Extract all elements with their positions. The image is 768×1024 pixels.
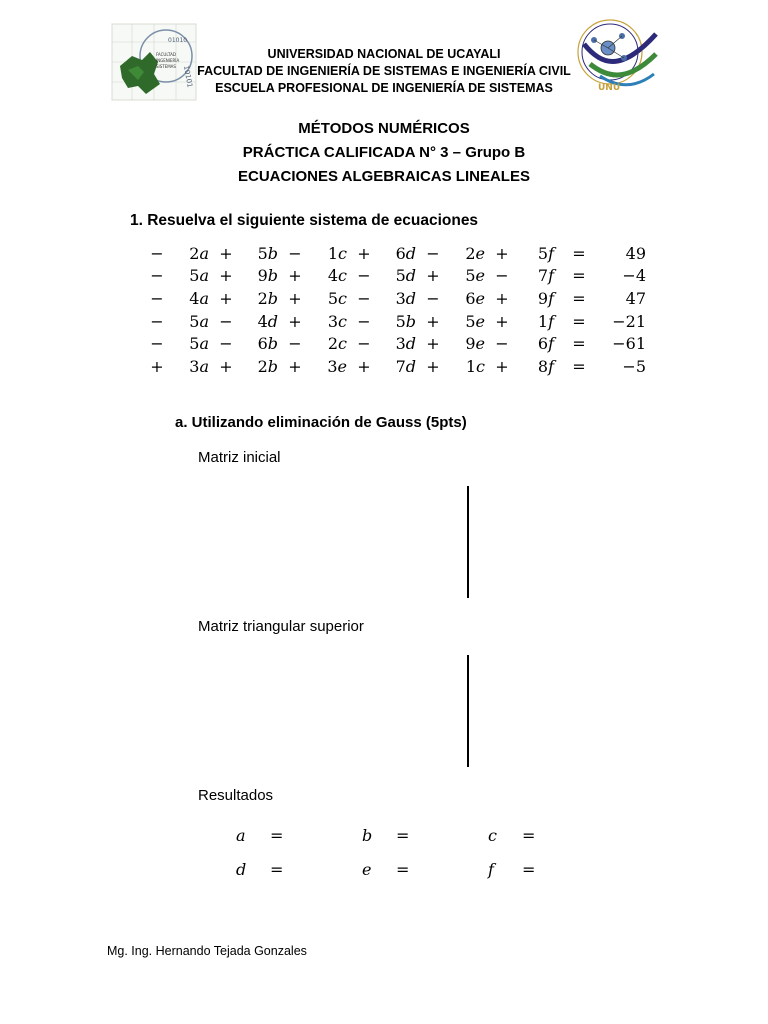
equals-sign: =	[572, 311, 586, 331]
question-1: 1. Resuelva el siguiente sistema de ecuaciones	[130, 212, 479, 229]
term	[243, 332, 278, 355]
term-sign: −	[495, 334, 509, 354]
term	[450, 310, 485, 333]
university-name: UNIVERSIDAD NACIONAL DE UCAYALI	[267, 47, 501, 61]
equation-row	[140, 287, 646, 310]
term	[174, 310, 209, 333]
term-sign: −	[219, 311, 233, 331]
term-coefficient: 6	[257, 334, 268, 354]
result-variable: e	[362, 859, 372, 879]
result-equals: =	[270, 859, 284, 879]
term	[450, 332, 485, 355]
term	[243, 310, 278, 333]
term-coefficient: 3	[189, 356, 200, 376]
term	[381, 242, 416, 265]
term-coefficient: 2	[257, 288, 268, 308]
term-variable: c	[338, 243, 347, 263]
term-variable: d	[405, 356, 416, 376]
term	[519, 287, 554, 310]
term	[174, 355, 209, 378]
equation-row	[140, 355, 646, 378]
course-title: MÉTODOS NUMÉRICOS	[298, 120, 470, 137]
right-hand-side: −61	[612, 334, 646, 354]
term-variable: c	[476, 356, 485, 376]
term-coefficient: 6	[465, 288, 476, 308]
equation-system	[140, 242, 646, 378]
term-sign: −	[150, 311, 164, 331]
term-coefficient: 5	[189, 334, 200, 354]
term-coefficient: 9	[465, 334, 476, 354]
term-sign: −	[150, 266, 164, 286]
term	[519, 242, 554, 265]
term	[381, 287, 416, 310]
term	[519, 332, 554, 355]
term-variable: a	[199, 288, 209, 308]
result-equals: =	[270, 825, 284, 845]
term-variable: c	[338, 288, 347, 308]
svg-text:UNU: UNU	[598, 83, 621, 93]
term	[519, 355, 554, 378]
equation-row	[140, 310, 646, 333]
faculty-name: FACULTAD DE INGENIERÍA DE SISTEMAS E INGENIERÍA CIVIL	[197, 64, 571, 78]
term	[450, 242, 485, 265]
document-titles	[0, 117, 768, 189]
term-coefficient: 5	[395, 311, 406, 331]
term-variable: d	[405, 334, 416, 354]
term-coefficient: 5	[189, 311, 200, 331]
term-sign: −	[150, 288, 164, 308]
term-variable: b	[405, 311, 416, 331]
term-coefficient: 1	[465, 356, 477, 376]
term-variable: d	[405, 266, 416, 286]
initial-matrix-label: Matriz inicial	[198, 449, 281, 466]
term-variable: e	[337, 356, 347, 376]
term-sign: +	[495, 356, 509, 376]
part-a-heading: a. Utilizando eliminación de Gauss (5pts)	[175, 414, 467, 431]
term	[174, 242, 209, 265]
term-coefficient: 8	[537, 356, 549, 376]
right-hand-side: −5	[622, 356, 646, 376]
term-variable: e	[475, 334, 485, 354]
term	[450, 287, 485, 310]
term-variable: b	[267, 334, 278, 354]
term-sign: +	[288, 288, 302, 308]
results-label: Resultados	[198, 787, 274, 804]
results-row	[236, 852, 614, 886]
term-variable: f	[548, 356, 554, 376]
term-coefficient: 3	[395, 334, 406, 354]
term	[381, 355, 416, 378]
term-sign: +	[288, 311, 302, 331]
result-equals: =	[396, 825, 410, 845]
term	[243, 265, 278, 288]
term-coefficient: 2	[189, 243, 200, 263]
result-equals: =	[522, 859, 536, 879]
augmented-matrix-divider	[467, 486, 469, 598]
term-sign: −	[288, 334, 302, 354]
term-sign: +	[357, 243, 371, 263]
author-footer: Mg. Ing. Hernando Tejada Gonzales	[107, 944, 307, 958]
term	[312, 332, 347, 355]
equals-sign: =	[572, 334, 586, 354]
term-coefficient: 5	[189, 266, 200, 286]
right-hand-side: 49	[625, 243, 646, 263]
right-hand-side: −4	[622, 266, 646, 286]
equals-sign: =	[572, 266, 586, 286]
svg-text:01010: 01010	[168, 37, 188, 44]
term	[243, 242, 278, 265]
term-sign: −	[150, 243, 164, 263]
term	[312, 310, 347, 333]
term	[312, 355, 347, 378]
term-sign: +	[426, 311, 440, 331]
term-coefficient: 3	[327, 356, 338, 376]
term	[243, 287, 278, 310]
results-row	[236, 818, 614, 852]
term-sign: +	[426, 356, 440, 376]
term-variable: f	[548, 288, 554, 308]
exam-title: PRÁCTICA CALIFICADA N° 3 – Grupo B	[242, 144, 526, 161]
term-sign: +	[288, 356, 302, 376]
equals-sign: =	[572, 356, 586, 376]
term	[381, 265, 416, 288]
term-sign: +	[357, 356, 371, 376]
term-variable: e	[475, 266, 485, 286]
term	[519, 265, 554, 288]
equation-row	[140, 332, 646, 355]
term-variable: d	[267, 311, 278, 331]
term-variable: d	[405, 243, 416, 263]
term	[381, 310, 416, 333]
result-variable: b	[362, 825, 373, 845]
term-sign: +	[495, 243, 509, 263]
term-sign: +	[219, 288, 233, 308]
term-variable: c	[338, 334, 347, 354]
term-sign: −	[357, 334, 371, 354]
term	[312, 265, 347, 288]
svg-text:SISTEMAS: SISTEMAS	[156, 64, 176, 69]
term-variable: a	[199, 266, 209, 286]
term-coefficient: 7	[395, 356, 406, 376]
term-coefficient: 5	[395, 266, 406, 286]
term-sign: −	[357, 288, 371, 308]
term-coefficient: 5	[537, 243, 549, 263]
term-sign: +	[219, 243, 233, 263]
term-sign: −	[357, 311, 371, 331]
term-variable: a	[199, 334, 209, 354]
term	[174, 332, 209, 355]
term-coefficient: 3	[327, 311, 339, 331]
school-name: ESCUELA PROFESIONAL DE INGENIERÍA DE SISTEMAS	[215, 81, 553, 95]
term-variable: d	[405, 288, 416, 308]
term-coefficient: 1	[327, 243, 339, 263]
term-coefficient: 2	[257, 356, 268, 376]
term-coefficient: 5	[465, 266, 476, 286]
term-sign: +	[219, 356, 233, 376]
term	[381, 332, 416, 355]
term-variable: c	[338, 266, 347, 286]
term-coefficient: 2	[327, 334, 339, 354]
term-sign: −	[219, 334, 233, 354]
term-variable: b	[267, 266, 278, 286]
term-sign: +	[219, 266, 233, 286]
augmented-matrix-divider	[467, 655, 469, 767]
term-variable: f	[548, 266, 554, 286]
term-variable: e	[475, 311, 485, 331]
term-variable: e	[475, 288, 485, 308]
term-coefficient: 7	[537, 266, 549, 286]
equation-row	[140, 242, 646, 265]
svg-text:10101: 10101	[182, 64, 194, 89]
term	[312, 287, 347, 310]
term-variable: f	[548, 334, 554, 354]
term-variable: a	[199, 356, 209, 376]
term-coefficient: 6	[395, 243, 406, 263]
term-variable: b	[267, 243, 278, 263]
result-variable: f	[488, 859, 494, 879]
term-sign: +	[426, 266, 440, 286]
term-coefficient: 5	[465, 311, 476, 331]
upper-triangular-label: Matriz triangular superior	[198, 618, 364, 635]
term-coefficient: 2	[465, 243, 476, 263]
term	[243, 355, 278, 378]
term-coefficient: 5	[327, 288, 339, 308]
equals-sign: =	[572, 288, 586, 308]
term-variable: e	[475, 243, 485, 263]
term-variable: c	[338, 311, 347, 331]
term	[174, 265, 209, 288]
term-coefficient: 6	[537, 334, 549, 354]
term-coefficient: 9	[537, 288, 549, 308]
svg-text:FACULTAD: FACULTAD	[156, 52, 176, 57]
term	[174, 287, 209, 310]
term-variable: a	[199, 243, 209, 263]
term	[519, 310, 554, 333]
svg-text:INGENIERÍA: INGENIERÍA	[156, 58, 180, 63]
term-sign: +	[426, 334, 440, 354]
topic-title: ECUACIONES ALGEBRAICAS LINEALES	[238, 168, 530, 185]
result-variable: c	[488, 825, 497, 845]
right-hand-side: −21	[612, 311, 646, 331]
term-coefficient: 5	[257, 243, 268, 263]
term-coefficient: 1	[537, 311, 549, 331]
institution-header	[0, 46, 768, 97]
result-equals: =	[396, 859, 410, 879]
term-sign: +	[495, 288, 509, 308]
term-coefficient: 4	[189, 288, 200, 308]
term-variable: f	[548, 311, 554, 331]
term-variable: b	[267, 356, 278, 376]
right-hand-side: 47	[625, 288, 646, 308]
term-sign: −	[150, 334, 164, 354]
term	[312, 242, 347, 265]
term-coefficient: 4	[257, 311, 268, 331]
term-sign: +	[495, 311, 509, 331]
term-coefficient: 9	[257, 266, 268, 286]
term-sign: −	[495, 266, 509, 286]
equals-sign: =	[572, 243, 586, 263]
result-equals: =	[522, 825, 536, 845]
term-variable: b	[267, 288, 278, 308]
equation-row	[140, 265, 646, 288]
term-sign: −	[426, 243, 440, 263]
term-sign: +	[288, 266, 302, 286]
results-grid	[236, 818, 614, 886]
term-variable: a	[199, 311, 209, 331]
term	[450, 265, 485, 288]
term-sign: −	[357, 266, 371, 286]
result-variable: d	[236, 859, 247, 879]
term-sign: −	[288, 243, 302, 263]
result-variable: a	[236, 825, 246, 845]
term	[450, 355, 485, 378]
term-coefficient: 4	[327, 266, 339, 286]
term-variable: f	[548, 243, 554, 263]
term-coefficient: 3	[395, 288, 406, 308]
term-sign: −	[426, 288, 440, 308]
term-sign: +	[150, 356, 164, 376]
